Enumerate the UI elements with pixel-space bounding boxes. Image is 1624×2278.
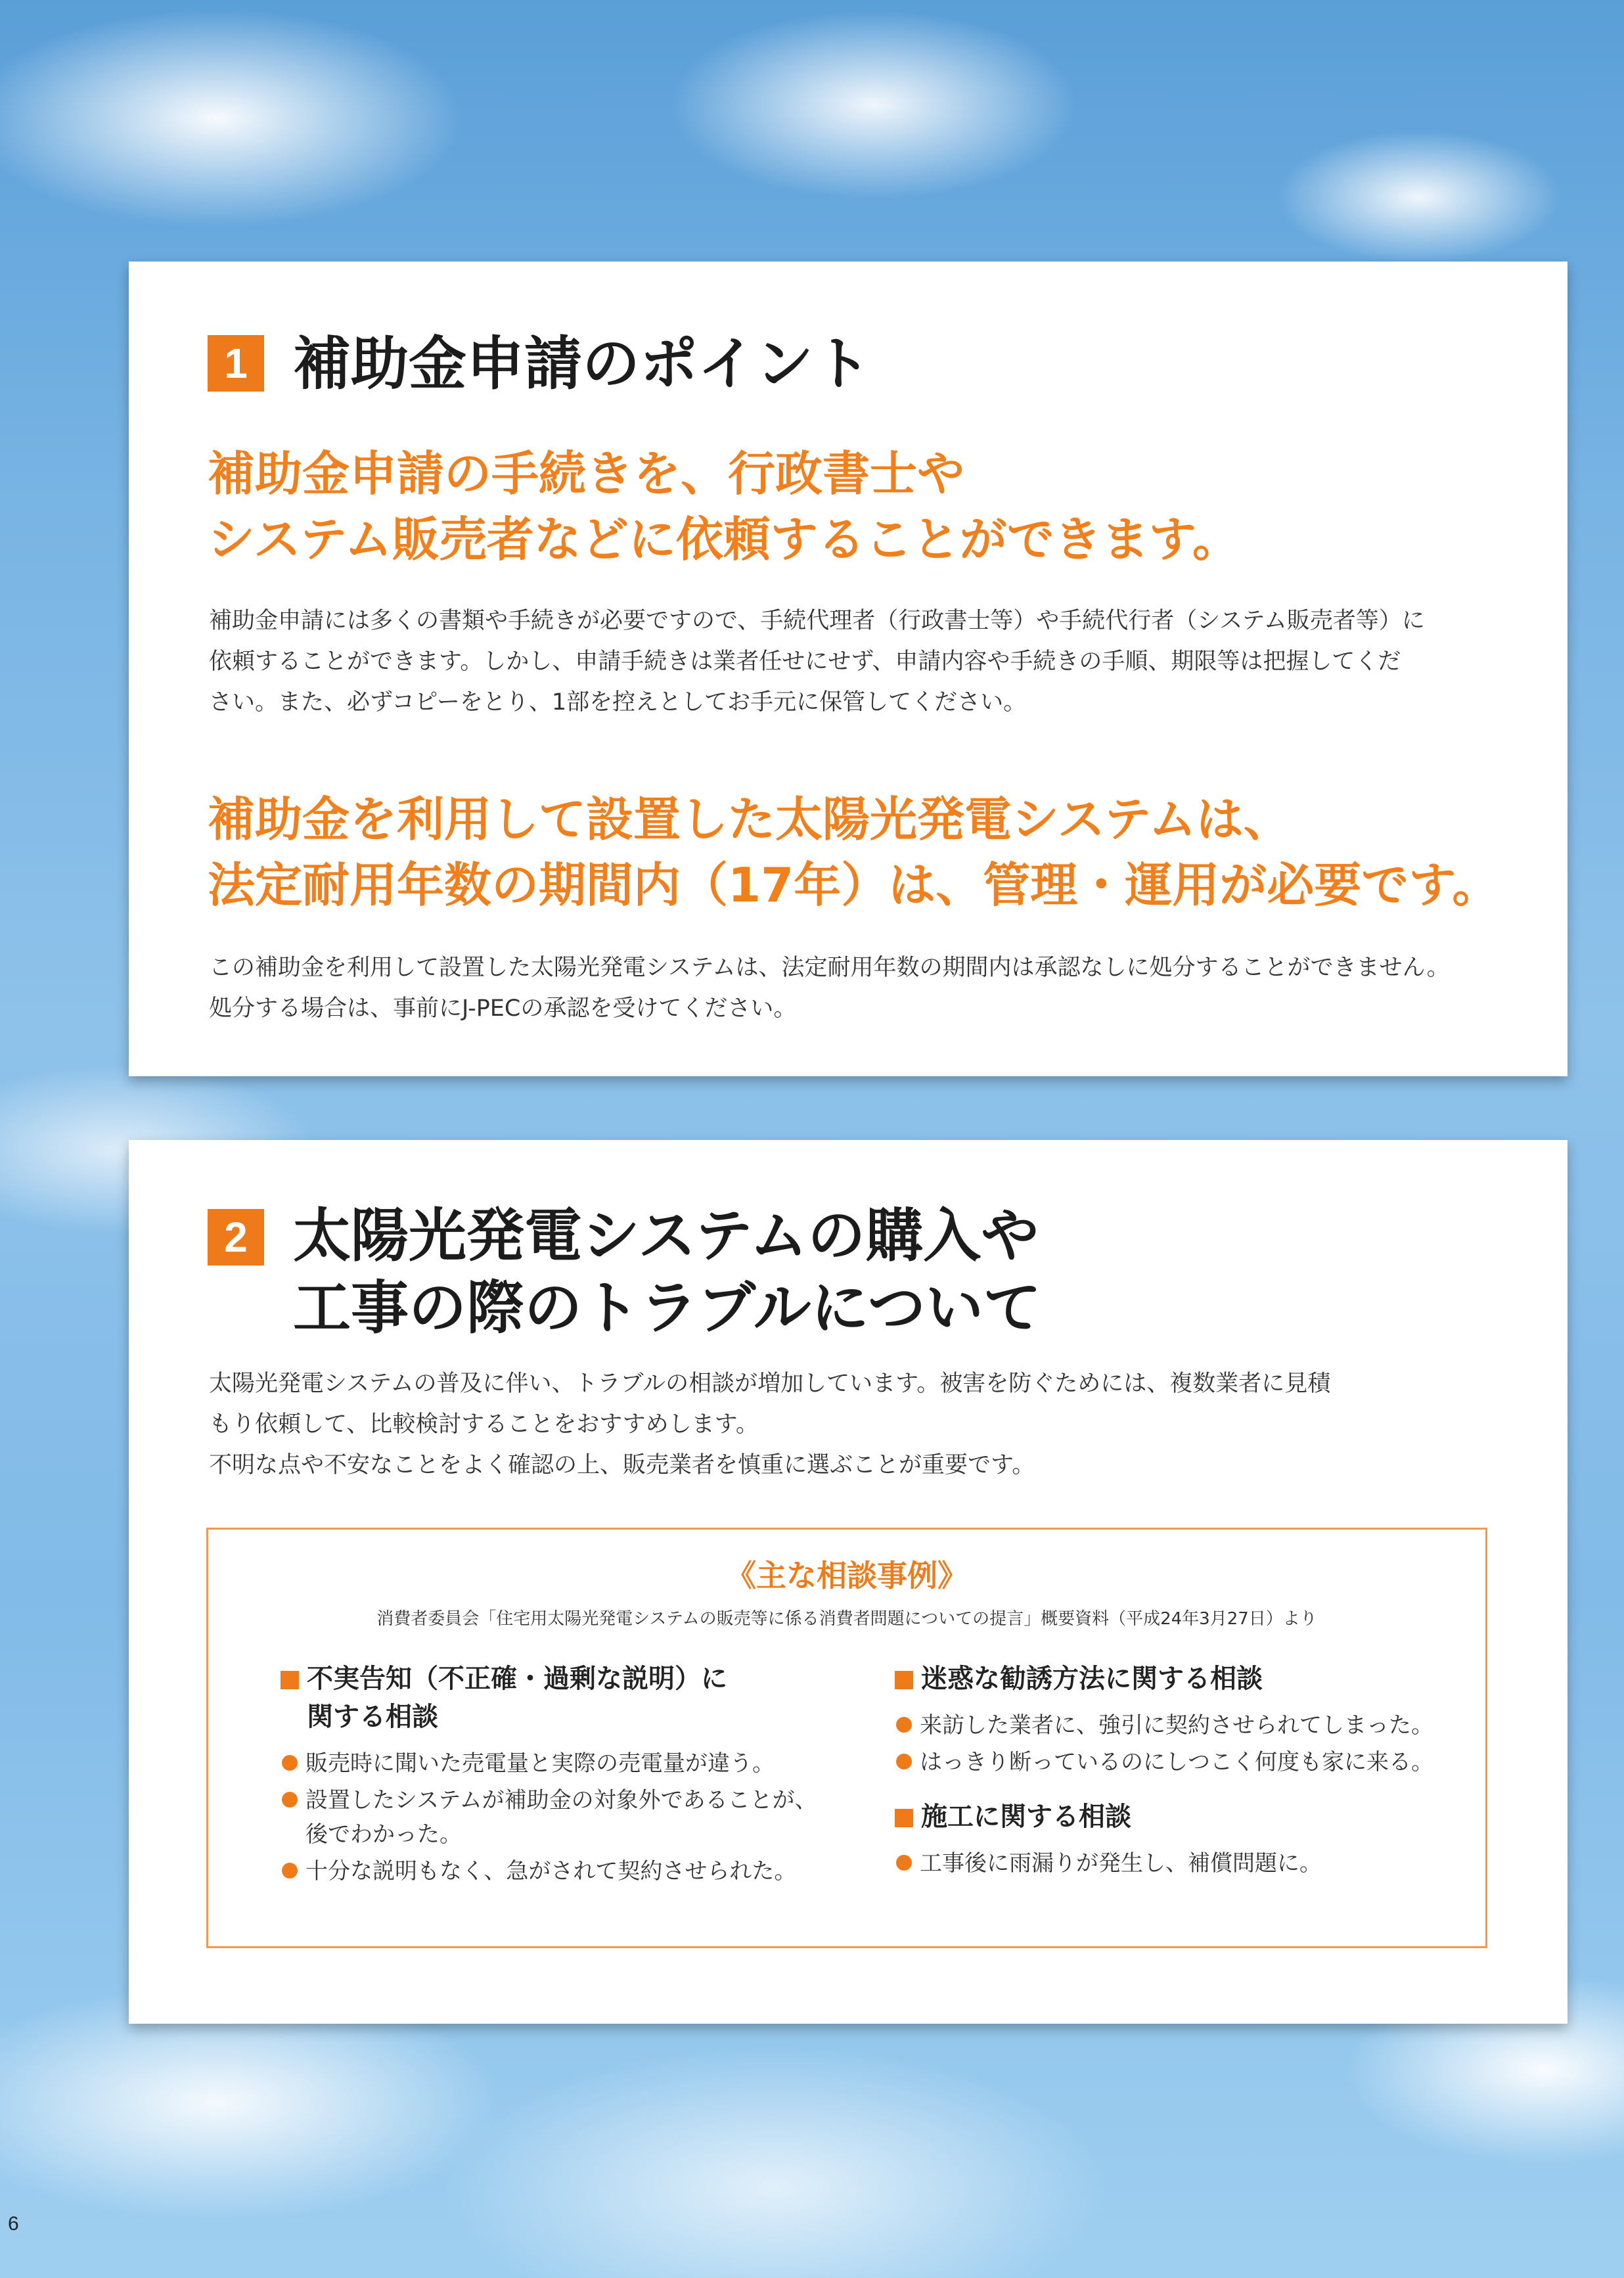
section-2-body-line: 太陽光発電システムの普及に伴い、トラブルの相談が増加しています。被害を防ぐためには、複数業者に見積 <box>209 1371 1331 1397</box>
section-2-body-line: 不明な点や不安なことをよく確認の上、販売業者を慎重に選ぶことが重要です。 <box>209 1452 1035 1478</box>
point-2-headline-line-2: 法定耐用年数の期間内（17年）は、管理・運用が必要です。 <box>208 857 1500 913</box>
orange-bullet-icon <box>282 1792 298 1808</box>
orange-bullet-icon <box>282 1863 298 1879</box>
point-2-body-line: 処分する場合は、事前にJ-PECの承認を受けてください。 <box>209 995 797 1022</box>
category-line: 関する相談 <box>307 1702 438 1732</box>
case-item <box>281 1854 872 1888</box>
point-2-body-line: この補助金を利用して設置した太陽光発電システムは、法定耐用年数の期間内は承認なしに処分することができません。 <box>209 955 1450 981</box>
point-1-headline-line-1: 補助金申請の手続きを、行政書士や <box>208 446 965 501</box>
orange-bullet-icon <box>282 1755 298 1771</box>
point-1-body-line: さい。また、必ずコピーをとり、1部を控えとしてお手元に保管してください。 <box>209 689 1027 716</box>
case-item-text: 十分な説明もなく、急がされて契約させられた。 <box>305 1858 797 1884</box>
case-item <box>895 1846 1473 1880</box>
case-item-text: 設置したシステムが補助金の対象外であることが、 <box>305 1787 817 1813</box>
point-1-body-line: 依頼することができます。しかし、申請手続きは業者任せにせず、申請内容や手続きの手順、期限等は把握してくだ <box>209 649 1401 675</box>
section-1-number-badge: 1 <box>208 335 264 392</box>
orange-bullet-icon <box>896 1855 912 1871</box>
point-2-body <box>209 947 1450 1029</box>
case-item-text: 来訪した業者に、強引に契約させられてしまった。 <box>920 1712 1433 1739</box>
cases-left-column <box>281 1660 872 1891</box>
consultation-cases-box <box>206 1528 1487 1948</box>
section-2-title-line-2: 工事の際のトラブルについて <box>293 1274 1041 1342</box>
point-1-body <box>209 601 1425 723</box>
category-construction <box>895 1798 1473 1836</box>
orange-bullet-icon <box>896 1754 912 1769</box>
orange-square-icon <box>281 1671 299 1689</box>
consultation-cases-source: 消費者委員会「住宅用太陽光発電システムの販売等に係る消費者問題についての提言」概要資料（平成24年3月27日）より <box>376 1609 1317 1629</box>
section-1-title: 補助金申請のポイント <box>293 330 872 398</box>
section-2-body-line: もり依頼して、比較検討することをおすすめします。 <box>209 1411 759 1438</box>
point-2-headline-line-1: 補助金を利用して設置した太陽光発電システムは、 <box>208 792 1291 847</box>
section-2-body <box>209 1363 1330 1486</box>
point-1-body-line: 補助金申請には多くの書類や手続きが必要ですので、手続代理者（行政書士等）や手続代行者（システム販売者等）に <box>209 608 1425 634</box>
orange-square-icon <box>895 1809 913 1827</box>
orange-bullet-icon <box>896 1717 912 1733</box>
page-number: 6 <box>8 2213 19 2235</box>
category-false-notification <box>281 1660 872 1736</box>
category-line: 迷惑な勧誘方法に関する相談 <box>921 1664 1263 1694</box>
case-item-text: はっきり断っているのにしつこく何度も家に来る。 <box>920 1749 1433 1775</box>
section-2-title-line-1: 太陽光発電システムの購入や <box>293 1202 1039 1269</box>
case-item <box>895 1745 1473 1779</box>
cases-right-column <box>895 1660 1473 1883</box>
category-solicitation <box>895 1660 1473 1698</box>
consultation-cases-title: 《主な相談事例》 <box>726 1558 968 1593</box>
case-item-text: 後でわかった。 <box>305 1821 462 1848</box>
orange-square-icon <box>895 1671 913 1689</box>
case-item <box>895 1708 1473 1743</box>
section-1-card <box>129 262 1568 1076</box>
case-item-text: 工事後に雨漏りが発生し、補償問題に。 <box>920 1850 1322 1877</box>
case-item-text: 販売時に聞いた売電量と実際の売電量が違う。 <box>305 1750 775 1777</box>
section-2-card <box>129 1140 1568 2024</box>
case-item <box>281 1746 872 1781</box>
case-item <box>281 1783 872 1852</box>
category-line: 不実告知（不正確・過剰な説明）に <box>307 1664 727 1694</box>
category-line: 施工に関する相談 <box>921 1802 1131 1832</box>
point-1-headline-line-2: システム販売者などに依頼することができます。 <box>208 512 1240 567</box>
section-2-number-badge: 2 <box>208 1209 264 1265</box>
